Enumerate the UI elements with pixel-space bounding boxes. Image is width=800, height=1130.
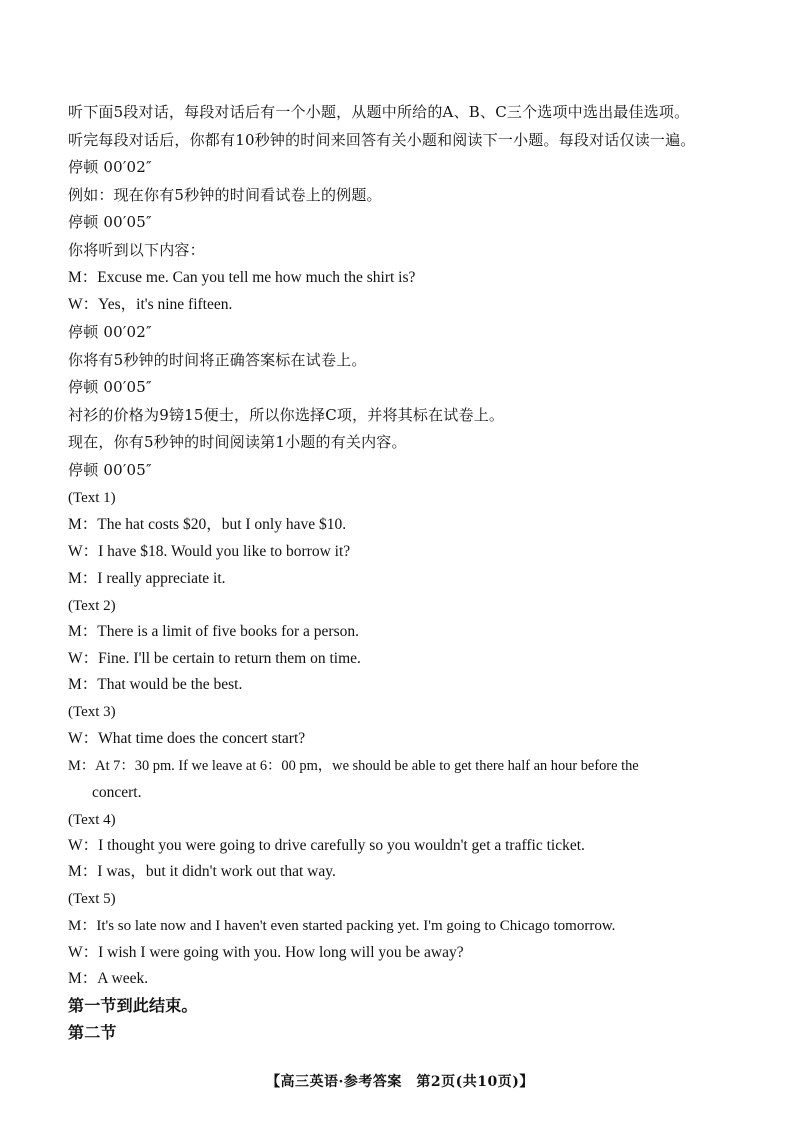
dialogue-line: M：I was，but it didn't work out that way. [68, 863, 336, 880]
pause-marker: 停顿 00′05″ [68, 378, 152, 396]
dialogue-line: M：A week. [68, 970, 149, 987]
answer-instruction: 你将有5秒钟的时间将正确答案标在试卷上。 [68, 351, 367, 369]
dialogue-line: W：I thought you were going to drive carefully so you wouldn't get a traffic ticket. [68, 837, 585, 854]
text-label: (Text 4) [68, 812, 116, 828]
dialogue-line: M：At 7：30 pm. If we leave at 6：00 pm，we should be able to get there half an hour before the [68, 758, 639, 774]
dialogue-line: W：I wish I were going with you. How long will you be away? [68, 944, 464, 961]
reading-instruction: 现在，你有5秒钟的时间阅读第1小题的有关内容。 [68, 433, 407, 451]
pause-marker: 停顿 00′02″ [68, 323, 152, 341]
pause-marker: 停顿 00′05″ [68, 461, 152, 479]
dialogue-line: M：The hat costs $20，but I only have $10. [68, 516, 347, 533]
dialogue-line-continued: concert. [92, 784, 142, 801]
dialogue-line: M：There is a limit of five books for a person. [68, 623, 359, 640]
text-label: (Text 3) [68, 704, 116, 720]
pause-marker: 停顿 00′05″ [68, 213, 152, 231]
section-end: 第一节到此结束。 [68, 996, 198, 1015]
dialogue-line: W：I have $18. Would you like to borrow it? [68, 543, 351, 560]
text-label: (Text 1) [68, 490, 116, 506]
text-label: (Text 5) [68, 891, 116, 907]
pause-marker: 停顿 00′02″ [68, 158, 152, 176]
text-label: (Text 2) [68, 598, 116, 614]
page-footer: 【高三英语·参考答案 第2页(共10页)】 [266, 1074, 534, 1090]
example-dialogue-m: M：Excuse me. Can you tell me how much the shirt is? [68, 269, 416, 286]
example-dialogue-w: W：Yes，it's nine fifteen. [68, 296, 233, 313]
dialogue-line: W：Fine. I'll be certain to return them on time. [68, 650, 361, 667]
dialogue-line: W：What time does the concert start? [68, 730, 306, 747]
dialogue-line: M：That would be the best. [68, 676, 243, 693]
example-intro: 例如：现在你有5秒钟的时间看试卷上的例题。 [68, 186, 382, 204]
section-heading: 第二节 [68, 1023, 117, 1042]
example-explanation: 衬衫的价格为9镑15便士，所以你选择C项，并将其标在试卷上。 [68, 406, 505, 424]
instruction-line-1: 听下面5段对话，每段对话后有一个小题，从题中所给的A、B、C三个选项中选出最佳选项。 [68, 103, 690, 121]
listen-intro: 你将听到以下内容： [68, 241, 205, 259]
dialogue-line: M：It's so late now and I haven't even started packing yet. I'm going to Chicago tomorrow. [68, 918, 616, 934]
instruction-line-2: 听完每段对话后，你都有10秒钟的时间来回答有关小题和阅读下一小题。每段对话仅读一遍。 [68, 131, 696, 149]
dialogue-line: M：I really appreciate it. [68, 570, 226, 587]
